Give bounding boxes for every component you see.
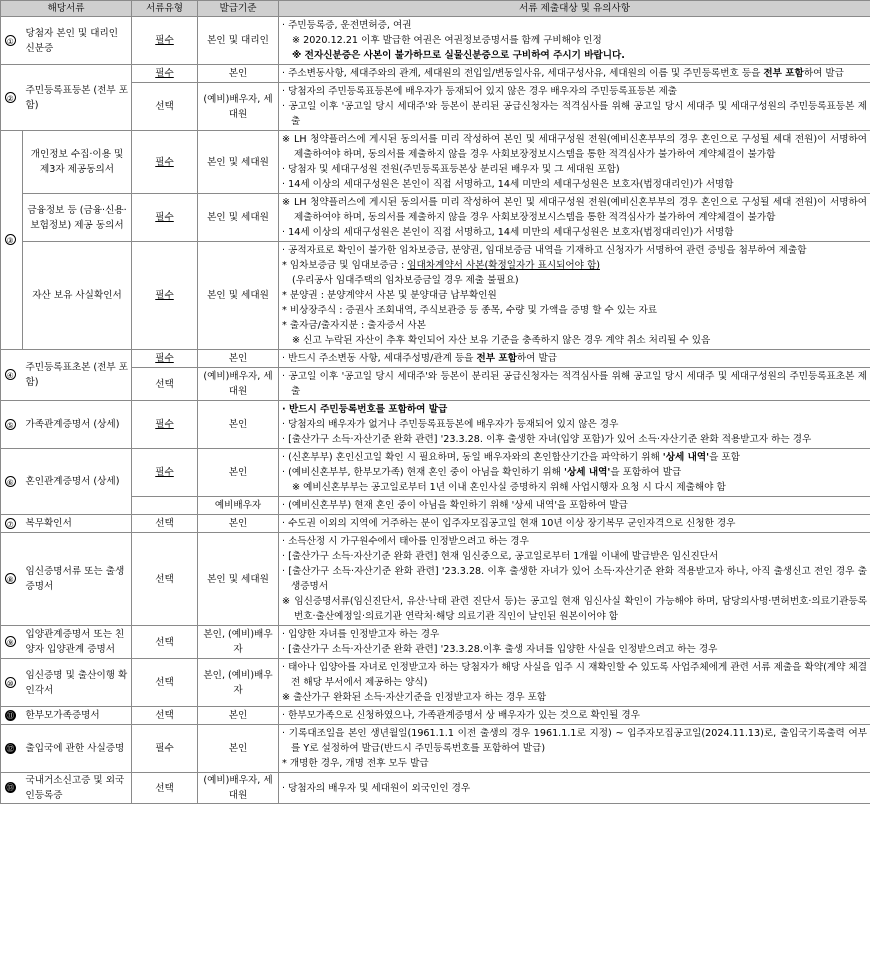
doc-notes: · 공적자료로 확인이 불가한 임차보증금, 분양권, 임대보증금 내역을 기재하고 신청자가 서명하여 관련 증빙을 첨부하여 제출함 * 임차보증금 및 임대보증금 : 임대차계약서 사본(확정일자가 표시되어야 함) (우리공사 임대주택의 임차보증금일 경우 제출 불필요) * 분양권 : 분양계약서 사본 및 분양대금 납부확인원 * 비상장주식 : 증권사 조회내역, 주식보관증 등 종목, 수량 및 가액을 증명 할 수 있는 자료 * 출자금/출자지분 : 출자증서 사본 ※ 신고 누락된 자산이 추후 확인되어 자산 보유 기준을 충족하지 않은 경우 계약 취소 처리될 수 있음 xyxy=(279,242,870,350)
doc-name: 금융정보 등 (금융·신용·보험정보) 제공 동의서 xyxy=(23,194,132,242)
row-number: ⑨ xyxy=(1,626,23,659)
doc-notes: ※ LH 청약플러스에 게시된 동의서를 미리 작성하여 본인 및 세대구성원 전원(예비신혼부부의 경우 혼인으로 구성될 세대 전원)이 서명하여 제출하여야 하며, 동의서를 제출하지 않을 경우 사회보장정보시스템을 통한 적격심사가 불가하여 계약체결이 불가함 · 14세 이상의 세대구성원은 본인이 직접 서명하고, 14세 미만의 세대구성원은 보호자(법정대리인)가 서명함 xyxy=(279,194,870,242)
header-doc-type: 해당서류 xyxy=(1,1,132,17)
doc-notes: · 기록대조일을 본인 생년월일(1961.1.1 이전 출생의 경우 1961.1.1로 지정) ~ 입주자모집공고일(2024.11.13)로, 출입국기록출력 여부를 Y로 설정하여 발급(반드시 주민등록번호를 포함하여 발급) * 개명한 경우, 개명 전후 모두 발급 xyxy=(279,725,870,773)
doc-notes: · (신혼부부) 혼인신고일 확인 시 필요하며, 동일 배우자와의 혼인합산기간을 파악하기 위해 '상세 내역'을 포함 · (예비신혼부부, 한부모가족) 현재 혼인 중이 아님을 확인하기 위해 '상세 내역'을 포함하여 발급 ※ 예비신혼부부는 공고일로부터 1년 이내 혼인사실 증명하지 위해 사업시행자 요청 시 다시 제출해야 함 xyxy=(279,449,870,497)
doc-name: 국내거소신고증 및 외국인등록증 xyxy=(23,773,132,804)
issue-basis: 본인 및 세대원 xyxy=(198,131,279,194)
issue-basis: 본인, (예비)배우자 xyxy=(198,659,279,707)
doc-notes: · 소득산정 시 가구원수에서 태아를 인정받으려고 하는 경우 · [출산가구 소득·자산기준 완화 관련] 현재 임신중으로, 공고일로부터 1개월 이내에 발급받은 임신진단서 · [출산가구 소득·자산기준 완화 관련] '23.3.28. 이후 출생한 자녀가 있어 소득·자산기준 완화 적용받고자 하나, 아직 출생신고 전인 경우 출생증명서 ※ 임신증명서류(임신진단서, 유산·낙태 관련 진단서 등)는 공고일 현재 임신사실 확인이 가능해야 하며, 담당의사명·면허번호·의료기관등록번호·출산예정일·의료기관 연락처·해당 의료기관 직인이 날인된 원본이어야 함 xyxy=(279,533,870,626)
row-number: ⑬ xyxy=(1,773,23,804)
doc-name: 개인정보 수집·이용 및 제3자 제공동의서 xyxy=(23,131,132,194)
doc-notes: · 주민등록증, 운전면허증, 여권 ※ 2020.12.21 이후 발급한 여권은 여권정보증명서를 함께 구비해야 인정 ※ 전자신분증은 사본이 불가하므로 실물신분증으로 구비하여 주시기 바랍니다. xyxy=(279,17,870,65)
row-number: ① xyxy=(1,17,23,65)
table-row xyxy=(1,626,870,659)
table-row xyxy=(1,83,870,131)
table-row xyxy=(1,131,870,194)
doc-name: 한부모가족증명서 xyxy=(23,707,132,725)
doc-category: 선택 xyxy=(132,368,198,401)
table-row xyxy=(1,449,870,497)
doc-category: 필수 xyxy=(132,449,198,497)
doc-name: 주민등록표초본 (전부 포함) xyxy=(23,350,132,401)
table-row xyxy=(1,350,870,368)
issue-basis: 본인 xyxy=(198,449,279,497)
doc-category: 필수 xyxy=(132,401,198,449)
doc-category: 선택 xyxy=(132,533,198,626)
issue-basis: 본인 및 세대원 xyxy=(198,533,279,626)
row-number: ③ xyxy=(1,131,23,350)
issue-basis: 본인 xyxy=(198,515,279,533)
doc-notes: · 주소변동사항, 세대주와의 관계, 세대원의 전입일/변동일사유, 세대구성사유, 세대원의 이름 및 주민등록번호 등을 전부 포함하여 발급 xyxy=(279,65,870,83)
doc-notes: · 당첨자의 주민등록표등본에 배우자가 등재되어 있지 않은 경우 배우자의 주민등록표등본 제출 · 공고일 이후 '공고일 당시 세대주'와 등본이 분리된 공급신청자는 적격심사를 위해 공고일 당시 세대주 및 세대구성원의 주민등록표등본 제출 xyxy=(279,83,870,131)
doc-category: 선택 xyxy=(132,515,198,533)
doc-name: 복무확인서 xyxy=(23,515,132,533)
issue-basis: 예비배우자 xyxy=(198,497,279,515)
doc-notes: · 입양한 자녀를 인정받고자 하는 경우 · [출산가구 소득·자산기준 완화 관련] '23.3.28.이후 출생 자녀를 입양한 사실을 인정받으려고 하는 경우 xyxy=(279,626,870,659)
issue-basis: (예비)배우자, 세대원 xyxy=(198,773,279,804)
issue-basis: 본인, (예비)배우자 xyxy=(198,626,279,659)
doc-category: 필수 xyxy=(132,350,198,368)
row-number: ⑤ xyxy=(1,401,23,449)
doc-name: 주민등록표등본 (전부 포함) xyxy=(23,65,132,131)
issue-basis: (예비)배우자, 세대원 xyxy=(198,368,279,401)
doc-category: 필수 xyxy=(132,65,198,83)
doc-category: 선택 xyxy=(132,83,198,131)
table-row xyxy=(1,659,870,707)
doc-notes: · 수도권 이외의 지역에 거주하는 분이 입주자모집공고일 현재 10년 이상 장기복무 군인자격으로 신청한 경우 xyxy=(279,515,870,533)
doc-category xyxy=(132,497,198,515)
doc-name: 당첨자 본인 및 대리인 신분증 xyxy=(23,17,132,65)
row-number: ⑫ xyxy=(1,725,23,773)
table-row xyxy=(1,707,870,725)
issue-basis: 본인 xyxy=(198,350,279,368)
doc-category: 필수 xyxy=(132,194,198,242)
table-row xyxy=(1,515,870,533)
row-number: ④ xyxy=(1,350,23,401)
row-number: ⑦ xyxy=(1,515,23,533)
doc-notes: · 태아나 입양아를 자녀로 인정받고자 하는 당첨자가 해당 사실을 입주 시 재확인할 수 있도록 사업주체에게 관련 서류 제출을 확약(계약 체결전 해당 부서에서 제공하는 양식) ※ 출산가구 완화된 소득·자산기준을 인정받고자 하는 경우 포함 xyxy=(279,659,870,707)
doc-notes: · 공고일 이후 '공고일 당시 세대주'와 등본이 분리된 공급신청자는 적격심사를 위해 공고일 당시 세대주 및 세대구성원의 주민등록표초본 제출 xyxy=(279,368,870,401)
table-row xyxy=(1,368,870,401)
doc-notes: ※ LH 청약플러스에 게시된 동의서를 미리 작성하여 본인 및 세대구성원 전원(예비신혼부부의 경우 혼인으로 구성될 세대 전원)이 서명하여 제출하여야 하며, 동의서를 제출하지 않을 경우 사회보장정보시스템을 통한 적격심사가 불가하여 계약체결이 불가함 · 당첨자 및 세대구성원 전원(주민등록표등본상 분리된 배우자 및 그 세대원 포함) · 14세 이상의 세대구성원은 본인이 직접 서명하고, 14세 미만의 세대구성원은 보호자(법정대리인)가 서명함 xyxy=(279,131,870,194)
table-header xyxy=(1,1,870,17)
doc-name: 가족관계증명서 (상세) xyxy=(23,401,132,449)
issue-basis: (예비)배우자, 세대원 xyxy=(198,83,279,131)
doc-category: 선택 xyxy=(132,659,198,707)
table-row xyxy=(1,194,870,242)
doc-name: 임신증명서류 또는 출생증명서 xyxy=(23,533,132,626)
table-row xyxy=(1,497,870,515)
doc-category: 선택 xyxy=(132,773,198,804)
table-row xyxy=(1,65,870,83)
doc-category: 필수 xyxy=(132,131,198,194)
row-number: ⑩ xyxy=(1,659,23,707)
table-row xyxy=(1,533,870,626)
issue-basis: 본인 및 대리인 xyxy=(198,17,279,65)
issue-basis: 본인 xyxy=(198,401,279,449)
doc-category: 선택 xyxy=(132,707,198,725)
doc-notes: · 반드시 주소변동 사항, 세대주성명/관계 등을 전부 포함하여 발급 xyxy=(279,350,870,368)
doc-category: 필수 xyxy=(132,725,198,773)
doc-category: 필수 xyxy=(132,17,198,65)
doc-name: 임신증명 및 출산이행 확인각서 xyxy=(23,659,132,707)
row-number: ⑪ xyxy=(1,707,23,725)
doc-category: 선택 xyxy=(132,626,198,659)
doc-notes: · 반드시 주민등록번호를 포함하여 발급 · 당첨자의 배우자가 없거나 주민등록표등본에 배우자가 등재되어 있지 않은 경우 · [출산가구 소득·자산기준 완화 관련] '23.3.28. 이후 출생한 자녀(입양 포함)가 있어 소득·자산기준 완화 적용받고자 하는 경우 xyxy=(279,401,870,449)
row-number: ② xyxy=(1,65,23,131)
issue-basis: 본인 및 세대원 xyxy=(198,242,279,350)
doc-notes: · (예비신혼부부) 현재 혼인 중이 아님을 확인하기 위해 '상세 내역'을 포함하여 발급 xyxy=(279,497,870,515)
doc-name: 자산 보유 사실확인서 xyxy=(23,242,132,350)
table-row xyxy=(1,401,870,449)
doc-name: 입양관계증명서 또는 친양자 입양관계 증명서 xyxy=(23,626,132,659)
doc-name: 혼인관계증명서 (상세) xyxy=(23,449,132,515)
table-row xyxy=(1,773,870,804)
table-row xyxy=(1,17,870,65)
doc-name: 출입국에 관한 사실증명 xyxy=(23,725,132,773)
doc-notes: · 당첨자의 배우자 및 세대원이 외국인인 경우 xyxy=(279,773,870,804)
header-notes: 서류 제출대상 및 유의사항 xyxy=(279,1,870,17)
table-row xyxy=(1,242,870,350)
issue-basis: 본인 xyxy=(198,65,279,83)
doc-category: 필수 xyxy=(132,242,198,350)
table-row xyxy=(1,725,870,773)
issue-basis: 본인 xyxy=(198,725,279,773)
header-issue-basis: 발급기준 xyxy=(198,1,279,17)
row-number: ⑧ xyxy=(1,533,23,626)
row-number: ⑥ xyxy=(1,449,23,515)
issue-basis: 본인 및 세대원 xyxy=(198,194,279,242)
header-category: 서류유형 xyxy=(132,1,198,17)
doc-notes: · 한부모가족으로 신청하였으나, 가족관계증명서 상 배우자가 있는 것으로 확인될 경우 xyxy=(279,707,870,725)
issue-basis: 본인 xyxy=(198,707,279,725)
